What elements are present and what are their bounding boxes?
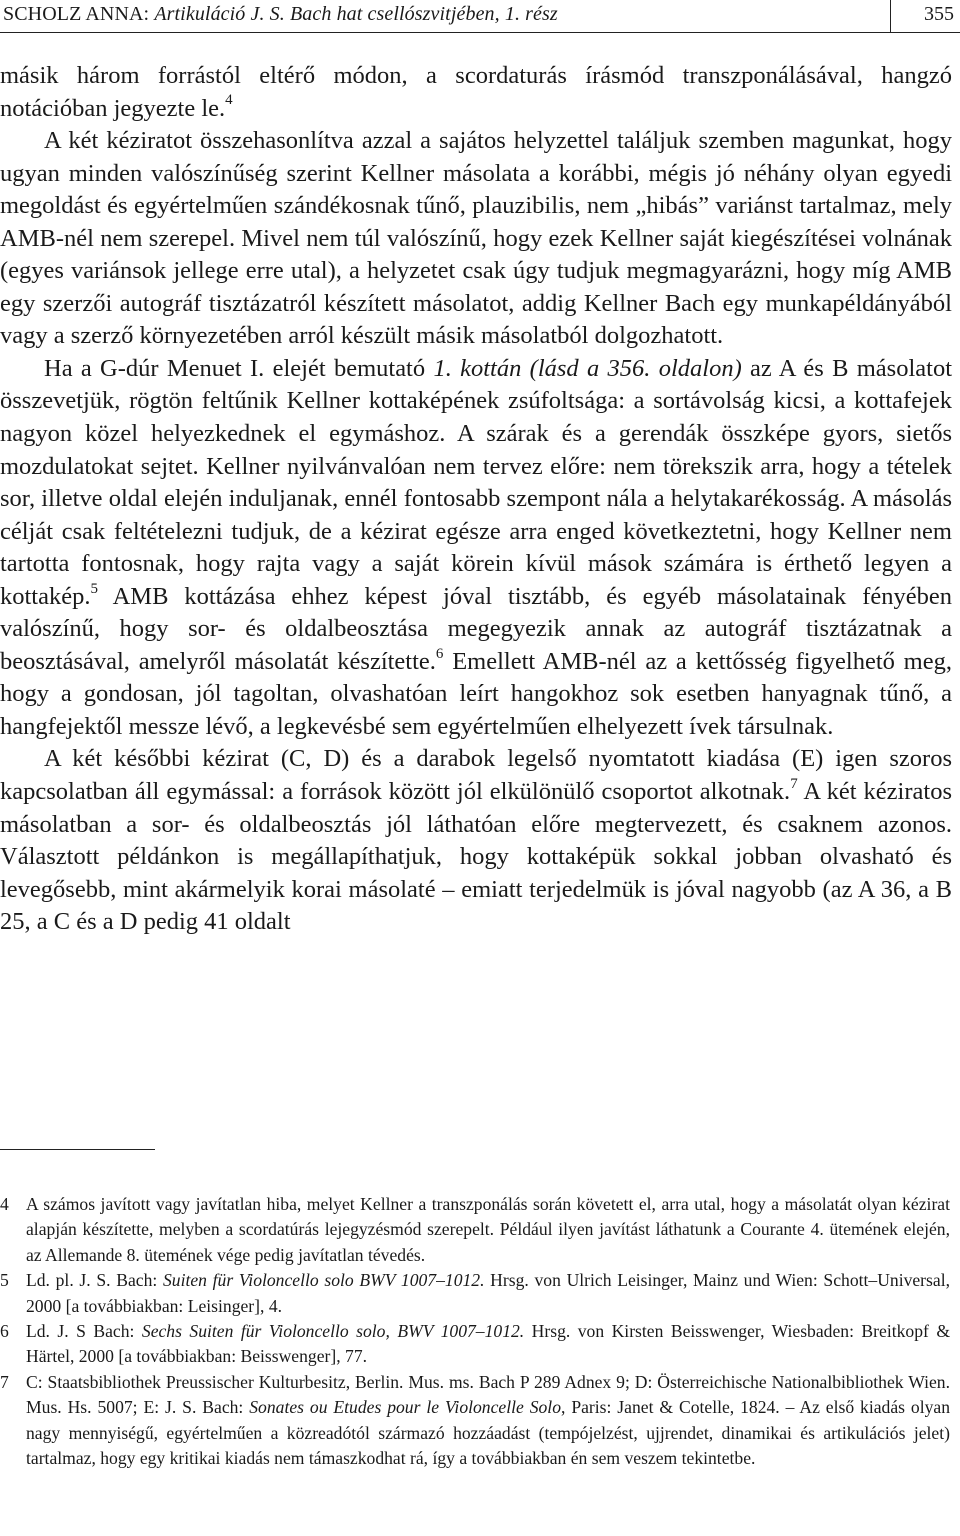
paragraph-4-text-a: A két későbbi kézirat (C, D) és a darabok legelső nyomtatott kiadása (E) igen szoros kapcsolatban áll egymással: a források között jól elkülönülő csoportot alkotnak. bbox=[0, 745, 952, 806]
footnote-number: 6 bbox=[0, 1321, 9, 1342]
footnote-ref-5: 5 bbox=[90, 580, 98, 597]
footnote-ref-4: 4 bbox=[225, 92, 233, 109]
footnote-number: 5 bbox=[0, 1270, 9, 1291]
footnote-text: C: Staatsbibliothek Preussischer Kulturbesitz, Berlin. Mus. ms. Bach P 289 Adnex 9; D: Österreichische Nationalbibliothek Wien. Mus. Hs. 5007; E: J. S. Bach: bbox=[26, 1371, 950, 1418]
running-head bbox=[3, 0, 558, 28]
paragraph-2 bbox=[0, 125, 952, 353]
footnote-text: Ld. pl. J. S. Bach: bbox=[26, 1270, 163, 1291]
paragraph-4 bbox=[0, 743, 952, 938]
header-divider bbox=[890, 0, 891, 32]
footnote-text: Ld. J. S Bach: bbox=[26, 1321, 142, 1342]
footnote-6 bbox=[0, 1319, 950, 1370]
paragraph-1 bbox=[0, 60, 952, 125]
footnote-title: Sechs Suiten für Violoncello solo, BWV 1007–1012. bbox=[141, 1321, 525, 1342]
paragraph-2-text: A két kéziratot összehasonlítva azzal a sajátos helyzettel találjuk szemben magunkat, hogy ugyan minden valószínűség szerint Kellner másolata a korábbi, mégis jó néhány olyan egyedi megoldást és egyértelműen szándékosnak tűnő, plauzibilis, nem „hibás” variánst tartalmaz, mely AMB-nél nem szerepel. Mivel nem túl valószínű, hogy ezek Kellner saját kiegészítései volnának (egyes variánsok jellege erre utal), a helyzetet csak úgy tudjuk megmagyarázni, hogy míg AMB egy szerzői autográf tisztázatról készített másolatot, addig Kellner Bach egy munkapéldányából vagy a szerző környezetében arról készült másik másolatból dolgozhatott. bbox=[0, 127, 952, 350]
paragraph-4-text-b: A két kéziratos másolatban a sor- és oldalbeosztás jól láthatóan előre megtervezett, és csaknem azonos. Választott példánkon is megállapíthatjuk, hogy kottaképük sokkal jobban olvasható és levegősebb, mint akármelyik korai másolaté – emiatt terjedelmük is jóval nagyobb (az A 36, a B 25, a C és a D pedig 41 oldalt bbox=[0, 778, 952, 936]
footnote-number: 7 bbox=[0, 1371, 9, 1392]
footnote-text: Hrsg. von Ulrich Leisinger, Mainz und Wien: Schott–Universal, 2000 [a továbbiakban: Leisinger], 4. bbox=[26, 1270, 950, 1316]
footnote-4 bbox=[0, 1192, 950, 1268]
paragraph-3-text-d: AMB kottázása ehhez képest jóval tisztább, és egyéb másolatainak fényében valószínű, hogy sor- és oldalbeosztása megegyezik annak az autográf tisztázatnak a beosztásával, amelyről másolatát készítette. bbox=[0, 582, 952, 675]
paragraph-3-text-a: Ha a G-dúr Menuet I. elejét bemutató bbox=[44, 354, 434, 382]
running-header bbox=[0, 0, 960, 33]
footnote-5 bbox=[0, 1268, 950, 1319]
footnote-separator bbox=[0, 1149, 155, 1150]
footnote-title: Sonates ou Etudes pour le Violoncelle Solo bbox=[249, 1397, 561, 1418]
footnote-title: Suiten für Violoncello solo BWV 1007–1012. bbox=[162, 1270, 485, 1291]
paragraph-3-text-c: az A és B másolatot összevetjük, rögtön feltűnik Kellner kottaképének zsúfoltsága: a sortávolság kicsi, a kottafejek nagyon közel helyezkednek el egymáshoz. A szárak és a gerendák összképe gyors, sietős mozdulatokat sejtet. Kellner nyilvánvalóan nem tervez előre: nem törekszik arra, hogy a tételek sor, illetve oldal elején induljanak, ennél fontosabb szempont nála a helytakarékosság. A másolás célját csak feltételezni tudjuk, de a kézirat egésze arra enged következtetni, hogy Kellner nem tartotta fontosnak, hogy rajta vagy a saját körein kívül mások számára is érthető legyen a kottakép. bbox=[0, 354, 953, 610]
body-text bbox=[0, 60, 952, 939]
footnotes bbox=[0, 1192, 950, 1471]
footnote-text: A számos javított vagy javítatlan hiba, melyet Kellner a transzponálás során követett el, arra utal, hogy a másolatát olyan kézirat alapján készítette, melyben a scordatúrás lejegyzésmód szerepelt. Például ilyen javítást láthatunk a Courante 4. ütemének elején, az Allemande 8. ütemének vége pedig javítatlan tévedés. bbox=[26, 1194, 950, 1265]
header-author: SCHOLZ ANNA: bbox=[3, 3, 150, 25]
paragraph-1-text: másik három forrástól eltérő módon, a scordaturás írásmód transzponálásával, hangzó notációban jegyezte le. bbox=[0, 62, 952, 122]
footnote-7 bbox=[0, 1370, 950, 1472]
footnote-text: , Paris: Janet & Cotelle, 1824. – Az első kiadás olyan nagy mennyiségű, egyértelműen a közreadótól származó hozzáadást (tempójelzést, ujjrendet, dinamikai és artikulációs jelet) tartalmaz, hogy egy kritikai kiadás nem támaszkodhat rá, így a továbbiakban én sem veszem tekintetbe. bbox=[26, 1397, 951, 1469]
footnote-text: Hrsg. von Kirsten Beisswenger, Wiesbaden: Breitkopf & Härtel, 2000 [a továbbiakban: Beisswenger], 77. bbox=[26, 1321, 951, 1367]
header-title: Artikuláció J. S. Bach hat csellószvitjében, 1. rész bbox=[154, 3, 558, 25]
paragraph-3 bbox=[0, 353, 952, 744]
page-number: 355 bbox=[924, 3, 954, 25]
footnote-ref-7: 7 bbox=[790, 775, 798, 792]
paragraph-3-text-e: Emellett AMB-nél az a kettősség figyelhető meg, hogy a gondosan, jól tagoltan, olvashatóan leírt hangokhoz sok esetben hanyagnak tűnő, a hangfejektől messze lévő, a legkevésbé sem egyértelműen elhelyezett ívek társulnak. bbox=[0, 647, 952, 740]
footnote-ref-6: 6 bbox=[435, 645, 444, 662]
score-reference: 1. kottán (lásd a 356. oldalon) bbox=[433, 354, 742, 382]
footnote-number: 4 bbox=[0, 1194, 9, 1214]
